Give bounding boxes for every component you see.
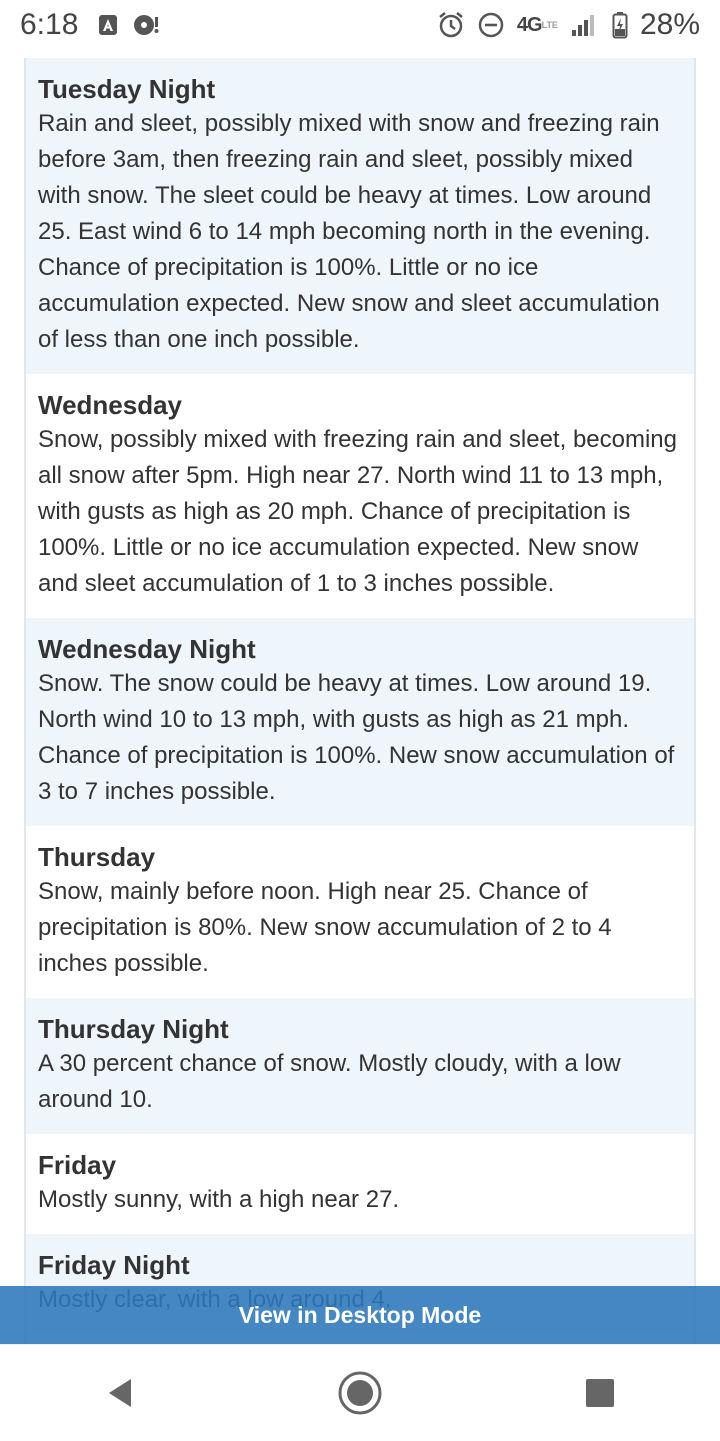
forecast-period: Friday Night — [38, 1250, 190, 1280]
status-bar-left — [20, 8, 174, 42]
view-desktop-mode-button[interactable] — [0, 1286, 720, 1344]
forecast-text: Snow, possibly mixed with freezing rain and sleet, becoming all snow after 5pm. High near 27. North wind 11 to 13 mph, with gusts as high as 20 mph. Chance of precipitation is 100%. Little or no ice accumulation expected. New snow and sleet accumulation of 1 to 3 inches possible. — [38, 426, 677, 597]
forecast-period: Friday — [38, 1150, 117, 1180]
forecast-list — [24, 58, 696, 1348]
network-indicator — [517, 16, 558, 34]
signal-icon — [570, 12, 600, 38]
home-circle-icon — [337, 1370, 383, 1416]
network-type: 4G — [516, 14, 542, 36]
forecast-row — [26, 374, 694, 618]
forecast-row — [26, 998, 694, 1134]
recents-square-icon — [584, 1377, 616, 1409]
vinyl-icon — [132, 13, 160, 37]
battery-percent: 28% — [639, 8, 700, 41]
status-bar-right — [437, 8, 700, 42]
forecast-row — [26, 826, 694, 998]
back-button[interactable] — [80, 1353, 160, 1433]
forecast-period: Thursday Night — [38, 1014, 229, 1044]
forecast-period: Thursday — [38, 842, 156, 872]
network-sub: LTE — [541, 20, 558, 30]
alarm-icon — [437, 11, 465, 39]
navigation-bar — [0, 1344, 720, 1441]
recents-button[interactable] — [560, 1353, 640, 1433]
forecast-text: Mostly sunny, with a high near 27. — [38, 1186, 400, 1213]
do-not-disturb-icon — [477, 11, 505, 39]
forecast-row — [26, 618, 694, 826]
back-triangle-icon — [103, 1376, 137, 1410]
forecast-period: Tuesday Night — [38, 74, 216, 104]
forecast-period: Wednesday — [38, 390, 183, 420]
forecast-row — [26, 58, 694, 374]
status-bar — [0, 0, 720, 50]
forecast-text: Rain and sleet, possibly mixed with snow and freezing rain before 3am, then freezing rain and sleet, possibly mixed with snow. The sleet could be heavy at times. Low around 25. East wind 6 to 14 mph becoming north in the evening. Chance of precipitation is 100%. Little or no ice accumulation expected. New snow and sleet accumulation of less than one inch possible. — [38, 110, 660, 353]
forecast-text: A 30 percent chance of snow. Mostly cloudy, with a low around 10. — [38, 1050, 621, 1113]
notification-a-icon — [98, 14, 118, 36]
battery-icon — [612, 11, 628, 39]
forecast-row — [26, 1134, 694, 1234]
view-desktop-mode-label: View in Desktop Mode — [238, 1301, 482, 1328]
forecast-text: Snow, mainly before noon. High near 25. Chance of precipitation is 80%. New snow accumulation of 2 to 4 inches possible. — [38, 878, 612, 977]
home-button[interactable] — [320, 1353, 400, 1433]
forecast-text: Snow. The snow could be heavy at times. Low around 19. North wind 10 to 13 mph, with gusts as high as 21 mph. Chance of precipitation is 100%. New snow accumulation of 3 to 7 inches possible. — [38, 670, 675, 805]
forecast-period: Wednesday Night — [38, 634, 256, 664]
status-time: 6:18 — [20, 8, 79, 41]
